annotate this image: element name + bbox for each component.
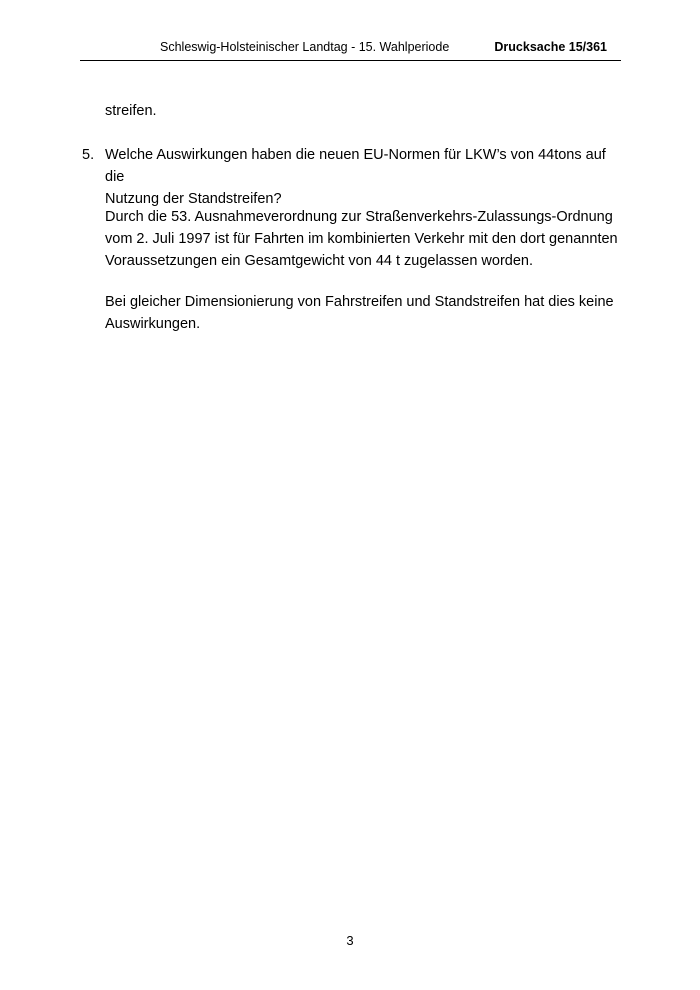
question-text — [105, 144, 625, 210]
answer-1-line-2: vom 2. Juli 1997 ist für Fahrten im kombinierten Verkehr mit den dort genannten — [105, 231, 618, 247]
answer-2-line-1: Bei gleicher Dimensionierung von Fahrstreifen und Standstreifen hat dies keine — [105, 294, 614, 310]
question-number: 5. — [82, 147, 95, 163]
question-line-2: Nutzung der Standstreifen? — [105, 191, 282, 207]
continuation-text — [105, 100, 625, 122]
document-number: Drucksache 15/361 — [494, 40, 607, 54]
answer-1-line-3: Voraussetzungen ein Gesamtgewicht von 44 t zugelassen worden. — [105, 253, 534, 269]
answer-paragraph-1 — [105, 206, 625, 272]
continuation-line: streifen. — [105, 103, 157, 119]
answer-paragraph-2 — [105, 291, 625, 335]
page-header — [80, 38, 621, 61]
page-number: 3 — [346, 933, 354, 948]
answer-2-line-2: Auswirkungen. — [105, 316, 201, 332]
header-title: Schleswig-Holsteinischer Landtag - 15. Wahlperiode — [160, 40, 450, 54]
answer-1-line-1: Durch die 53. Ausnahmeverordnung zur Straßenverkehrs-Zulassungs-Ordnung — [105, 209, 613, 225]
question-line-1: Welche Auswirkungen haben die neuen EU-Normen für LKW’s von 44tons auf die — [105, 147, 606, 185]
